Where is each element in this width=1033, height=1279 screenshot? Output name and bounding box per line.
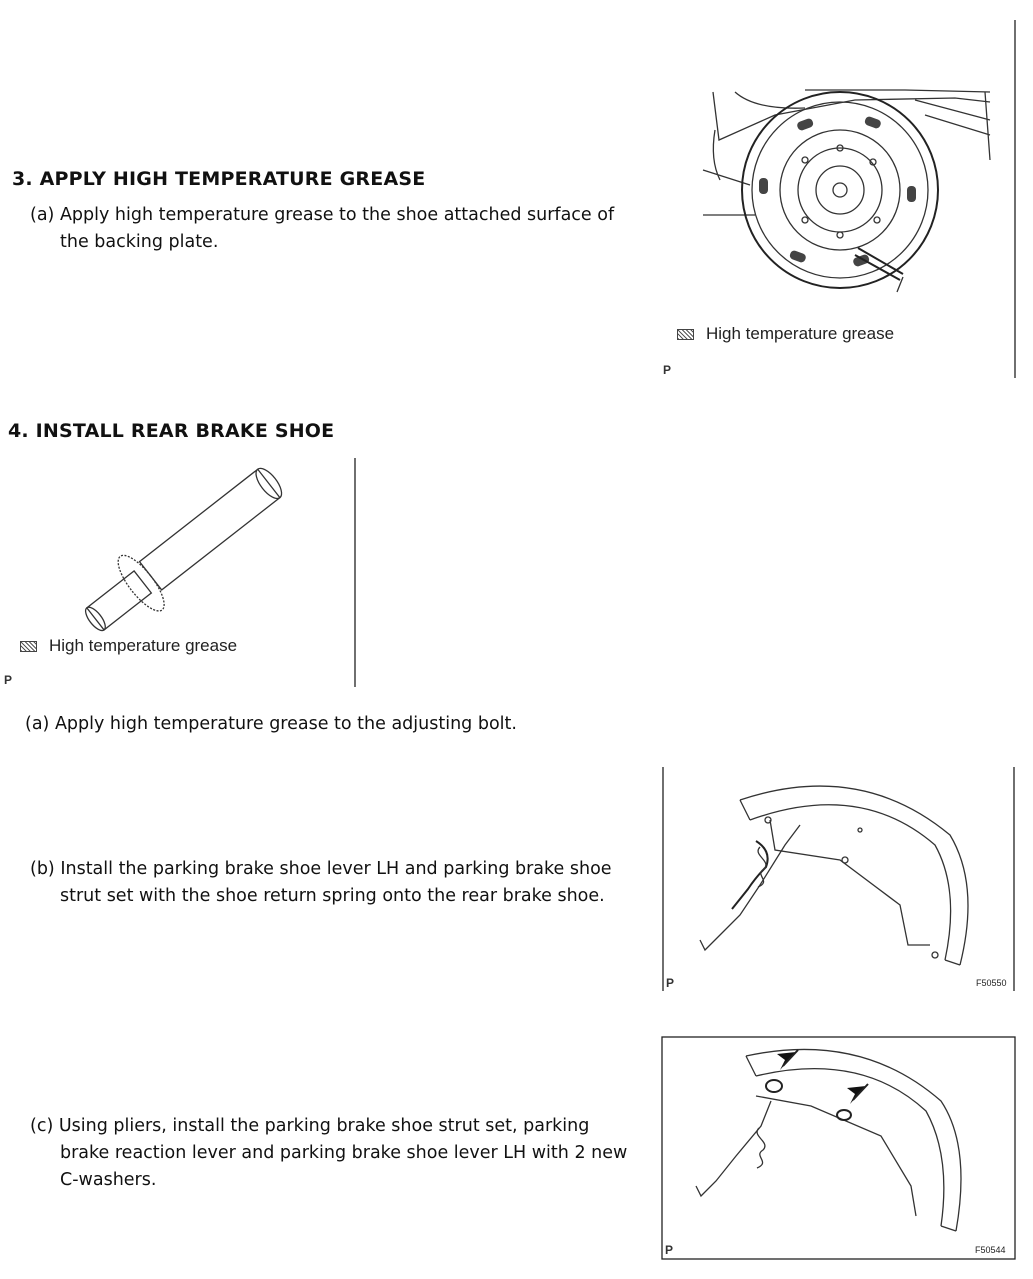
figure-p-marker: P	[665, 1243, 674, 1257]
step-text-line: (b) Install the parking brake shoe lever LH and parking brake shoe	[30, 859, 612, 879]
legend-label: High temperature grease	[49, 636, 238, 655]
shoe-lever-figure	[660, 765, 1018, 995]
c-washer-figure	[661, 1036, 1017, 1262]
figure-code: F50550	[976, 978, 1007, 988]
grease-legend	[677, 324, 894, 344]
step-text-line: C-washers.	[60, 1170, 157, 1190]
legend-label: High temperature grease	[706, 324, 895, 343]
grease-swatch-icon	[20, 641, 37, 652]
section-4-step-b	[30, 856, 650, 910]
step-text-line: (a) Apply high temperature grease to the shoe attached surface of	[30, 205, 615, 225]
figure-p-marker: P	[663, 363, 672, 377]
step-text-line: (c) Using pliers, install the parking brake shoe strut set, parking	[30, 1116, 590, 1136]
grease-swatch-icon	[677, 329, 694, 340]
section-3-step-a	[30, 202, 650, 256]
adjusting-bolt-figure	[0, 455, 360, 690]
c-washer-illustration	[661, 1036, 1017, 1262]
section-4-step-a: (a) Apply high temperature grease to the adjusting bolt.	[25, 714, 517, 734]
section-4-heading: 4. INSTALL REAR BRAKE SHOE	[8, 420, 335, 442]
step-text-line: the backing plate.	[60, 232, 219, 252]
section-4-step-c	[30, 1113, 660, 1194]
section-3-heading: 3. APPLY HIGH TEMPERATURE GREASE	[12, 168, 426, 190]
grease-legend	[20, 636, 237, 656]
step-text-line: brake reaction lever and parking brake shoe lever LH with 2 new	[60, 1143, 628, 1163]
shoe-lever-illustration	[660, 765, 1018, 995]
backing-plate-figure	[655, 20, 1025, 380]
figure-code: F50544	[975, 1245, 1006, 1255]
step-text-line: strut set with the shoe return spring onto the rear brake shoe.	[60, 886, 605, 906]
figure-p-marker: P	[4, 673, 13, 687]
figure-p-marker: P	[666, 976, 675, 990]
